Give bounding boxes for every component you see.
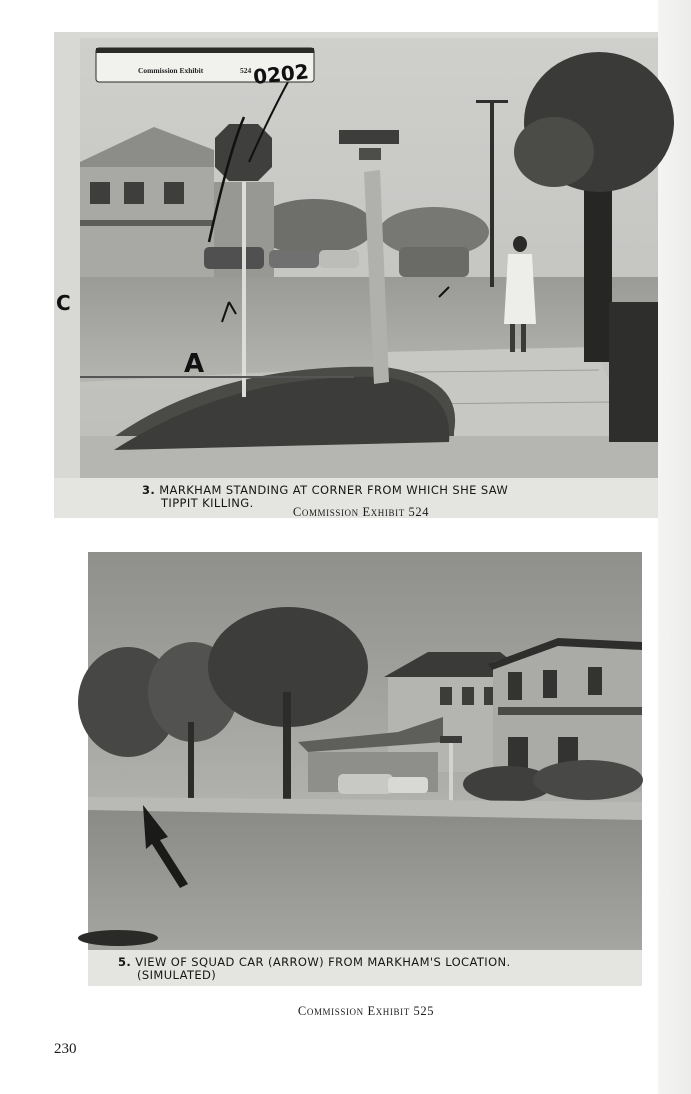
exhibit-525-panel [88, 552, 642, 984]
caption-line-2: (SIMULATED) [137, 968, 217, 982]
exhibit-525-label: Commission Exhibit 525 [297, 1004, 435, 1018]
page-edge-shadow [658, 0, 691, 1094]
exhibit-525-caption [88, 950, 642, 986]
handwritten-number: 0202 [252, 59, 310, 89]
exhibit-525-photo [88, 552, 642, 950]
exhibit-524-label: Commission Exhibit 524 [292, 505, 430, 519]
exhibit-tag-text: Commission Exhibit [138, 66, 204, 75]
caption-line-2: TIPPIT KILLING. [161, 496, 254, 510]
caption-number: 3. [142, 483, 156, 497]
page-number: 230 [54, 1041, 77, 1057]
exhibit-524-photo [54, 32, 658, 478]
annotation-a: A [184, 349, 205, 379]
caption-number: 5. [118, 955, 132, 969]
caption-line-1: VIEW OF SQUAD CAR (ARROW) FROM MARKHAM'S LOCATION. [135, 955, 511, 969]
exhibit-524-panel [54, 32, 658, 510]
caption-line-1: MARKHAM STANDING AT CORNER FROM WHICH SHE SAW [159, 483, 509, 497]
exhibit-tag-number: 524 [240, 66, 252, 75]
annotation-c: C [56, 291, 71, 315]
